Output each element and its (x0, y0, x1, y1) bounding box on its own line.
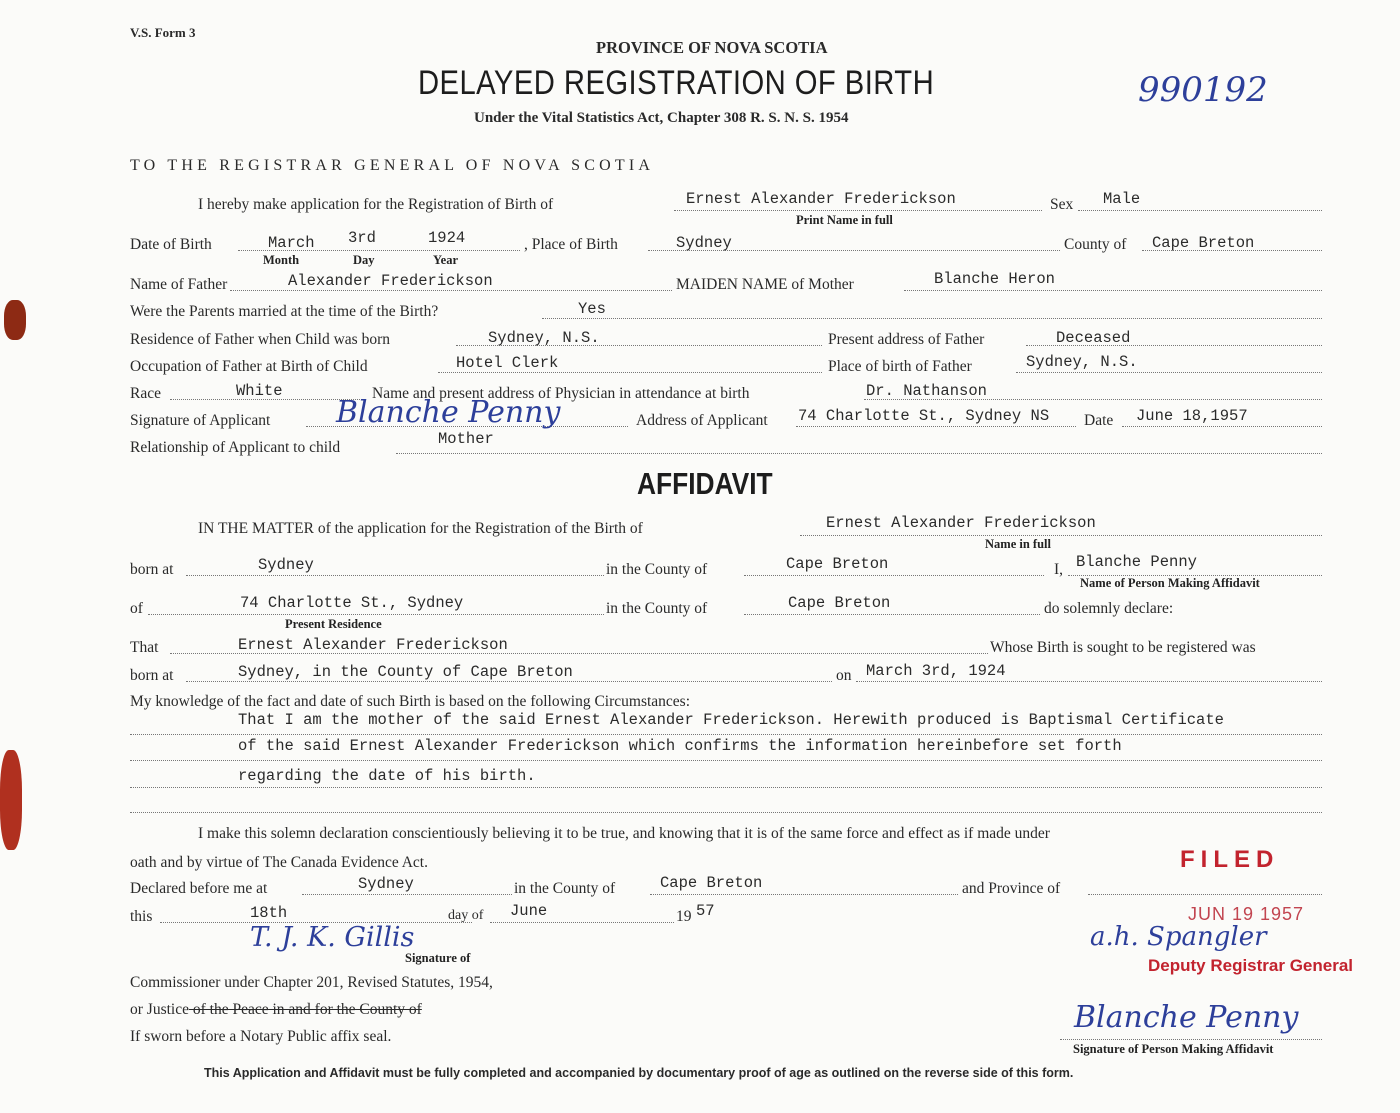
born-at-value: Sydney (258, 556, 314, 574)
whose-birth-label: Whose Birth is sought to be registered was (990, 639, 1256, 656)
affidavit-heading: AFFIDAVIT (637, 466, 773, 501)
birth-month-value: March (268, 234, 315, 252)
circumstance-line-3: regarding the date of his birth. (238, 767, 536, 785)
residence-value: 74 Charlotte St., Sydney (240, 594, 464, 612)
this-label: this (130, 908, 153, 925)
on-label: on (836, 667, 852, 684)
day-caption: Day (353, 253, 375, 267)
commissioner-label: Commissioner under Chapter 201, Revised Statutes, 1954, (130, 974, 493, 991)
deputy-registrar-stamp: Deputy Registrar General (1148, 956, 1354, 975)
year-prefix-label: 19 (676, 908, 692, 925)
addressee: TO THE REGISTRAR GENERAL OF NOVA SCOTIA (130, 157, 655, 174)
present-address-father-value: Deceased (1056, 329, 1131, 347)
aff-child-name-value: Ernest Alexander Frederickson (826, 514, 1096, 532)
in-county-label-2: in the County of (606, 600, 708, 617)
circumstance-line-1: That I am the mother of the said Ernest Alexander Frederickson. Herewith produced is Baptismal Certificate (238, 711, 1224, 729)
aff-county-value: Cape Breton (786, 555, 889, 573)
occupation-father-label: Occupation of Father at Birth of Child (130, 358, 368, 375)
that-name-value: Ernest Alexander Frederickson (238, 636, 508, 654)
declared-before-label: Declared before me at (130, 880, 268, 897)
mother-maiden-label: MAIDEN NAME of Mother (676, 276, 854, 293)
residence-father-value: Sydney, N.S. (488, 329, 600, 347)
declared-year-value: 57 (696, 902, 715, 920)
and-province-label: and Province of (962, 880, 1061, 897)
on-date-value: March 3rd, 1924 (866, 662, 1006, 680)
commissioner-signature: T. J. K. Gillis (250, 922, 415, 953)
born-at-label-2: born at (130, 667, 174, 684)
place-of-birth-label: , Place of Birth (524, 236, 618, 253)
signature-of-caption: Signature of (405, 951, 471, 965)
form-title: DELAYED REGISTRATION OF BIRTH (418, 64, 935, 102)
registrar-initials: a.h. Spangler (1090, 922, 1267, 952)
intro-label: I hereby make application for the Registration of Birth of (198, 196, 554, 213)
birth-day-value: 3rd (348, 229, 376, 247)
applicant-signature: Blanche Penny (336, 395, 561, 430)
mother-maiden-value: Blanche Heron (934, 270, 1055, 288)
circumstance-line-2: of the said Ernest Alexander Frederickson which confirms the information hereinbefore set forth (238, 737, 1122, 755)
relationship-value: Mother (438, 430, 494, 448)
punch-mark-top (4, 300, 26, 340)
month-caption: Month (263, 253, 300, 267)
father-name-label: Name of Father (130, 276, 228, 293)
justice-prefix: or Justice (130, 1001, 189, 1018)
application-date-value: June 18,1957 (1136, 407, 1248, 425)
dob-label: Date of Birth (130, 236, 212, 253)
born-at-label: born at (130, 561, 174, 578)
declaration-line-1: I make this solemn declaration conscientiously believing it to be true, and knowing that it is of the same force and effect as if made under (198, 825, 1050, 842)
in-county-label: in the County of (606, 561, 708, 578)
birth-year-value: 1924 (428, 229, 466, 247)
form-code: V.S. Form 3 (130, 25, 196, 40)
married-label: Were the Parents married at the time of the Birth? (130, 303, 439, 320)
child-name-value: Ernest Alexander Frederickson (686, 190, 956, 208)
declaration-line-2: oath and by virtue of The Canada Evidence Act. (130, 854, 428, 871)
relationship-label: Relationship of Applicant to child (130, 439, 341, 456)
born-at-place-value: Sydney, in the County of Cape Breton (238, 663, 573, 681)
sex-value: Male (1103, 190, 1141, 208)
physician-value: Dr. Nathanson (866, 382, 987, 400)
present-address-father-label: Present address of Father (828, 331, 985, 348)
county-label: County of (1064, 236, 1127, 253)
address-applicant-label: Address of Applicant (636, 412, 768, 429)
registration-number: 990192 (1138, 70, 1268, 110)
residence-father-label: Residence of Father when Child was born (130, 331, 390, 348)
province-heading: PROVINCE OF NOVA SCOTIA (596, 38, 828, 57)
knowledge-label: My knowledge of the fact and date of such Birth is based on the following Circumstances: (130, 693, 691, 710)
notary-label: If sworn before a Notary Public affix seal. (130, 1028, 392, 1045)
county-value: Cape Breton (1152, 234, 1255, 252)
date-label: Date (1084, 412, 1114, 429)
sex-label: Sex (1050, 196, 1074, 213)
signature-person-caption: Signature of Person Making Affidavit (1073, 1042, 1274, 1056)
of-label: of (130, 600, 143, 617)
place-birth-father-value: Sydney, N.S. (1026, 353, 1138, 371)
justice-struck-text: of the Peace in and for the County of (188, 1001, 422, 1018)
residence-county-value: Cape Breton (788, 594, 891, 612)
physician-label: Name and present address of Physician in attendance at birth (372, 385, 750, 402)
form-subtitle: Under the Vital Statistics Act, Chapter 308 R. S. N. S. 1954 (474, 110, 849, 126)
filed-stamp: FILED (1180, 846, 1280, 873)
in-the-matter-label: IN THE MATTER of the application for the Registration of the Birth of (198, 520, 643, 537)
father-name-value: Alexander Frederickson (288, 272, 493, 290)
signature-label: Signature of Applicant (130, 412, 271, 429)
married-value: Yes (578, 300, 606, 318)
year-caption: Year (433, 253, 458, 267)
name-in-full-caption: Name in full (985, 537, 1051, 551)
race-value: White (236, 382, 283, 400)
filed-date-stamp: JUN 19 1957 (1188, 904, 1305, 924)
declared-at-value: Sydney (358, 875, 414, 893)
justice-label (130, 1001, 422, 1019)
in-county-label-3: in the County of (514, 880, 616, 897)
name-of-person-caption: Name of Person Making Affidavit (1080, 576, 1260, 590)
declared-month-value: June (510, 902, 548, 920)
declared-day-value: 18th (250, 904, 288, 922)
day-of-label: day of (448, 908, 484, 923)
place-of-birth-value: Sydney (676, 234, 732, 252)
race-label: Race (130, 385, 161, 402)
that-label: That (130, 639, 159, 656)
address-applicant-value: 74 Charlotte St., Sydney NS (798, 407, 1050, 425)
print-name-caption: Print Name in full (796, 213, 893, 227)
affiant-signature: Blanche Penny (1074, 1000, 1299, 1035)
solemnly-declare-label: do solemnly declare: (1044, 600, 1174, 617)
punch-mark-bottom (0, 750, 22, 850)
footer-note: This Application and Affidavit must be fully completed and accompanied by documentary proof of age as outlined on the reverse side of this form. (204, 1066, 1074, 1080)
occupation-father-value: Hotel Clerk (456, 354, 559, 372)
place-birth-father-label: Place of birth of Father (828, 358, 972, 375)
declared-county-value: Cape Breton (660, 874, 763, 892)
present-residence-caption: Present Residence (285, 617, 382, 631)
affiant-name-value: Blanche Penny (1076, 553, 1197, 571)
i-label: I, (1054, 561, 1064, 578)
